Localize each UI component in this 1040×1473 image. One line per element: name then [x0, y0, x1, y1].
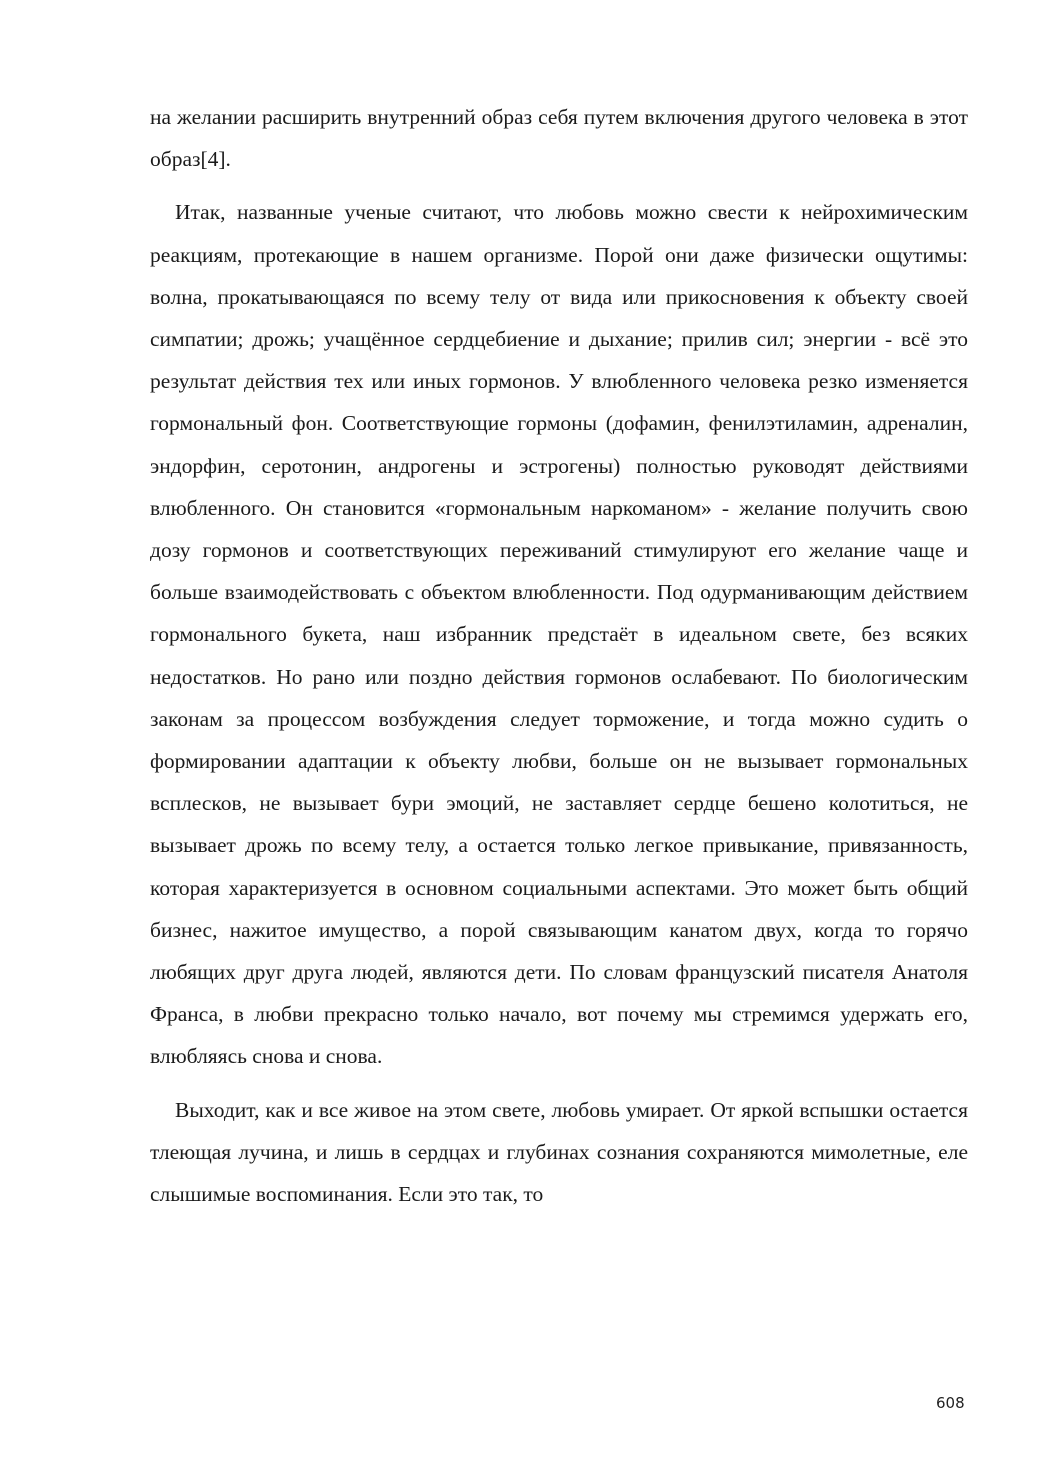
paragraph-1: на желании расширить внутренний образ себя путем включения другого человека в этот образ[4].	[150, 105, 968, 172]
document-page	[150, 96, 968, 1215]
page-number: 608	[936, 1394, 965, 1412]
paragraph-2: Итак, названные ученые считают, что любовь можно свести к нейрохимическим реакциям, протекающие в нашем организме. Порой они даже физически ощутимы: волна, прокатывающаяся по всему телу от вида или прикосновения к объекту своей симпатии; дрожь; учащённое сердцебиение и дыхание; прилив сил; энергии - всё это результат действия тех или иных гормонов. У влюбленного человека резко изменяется гормональный фон. Соответствующие гормоны (дофамин, фенилэтиламин, адреналин, эндорфин, серотонин, андрогены и эстрогены) полностью руководят действиями влюбленного. Он становится «гормональным наркоманом» - желание получить свою дозу гормонов и соответствующих переживаний стимулируют его желание чаще и больше взаимодействовать с объектом влюбленности. Под одурманивающим действием гормонального букета, наш избранник предстаёт в идеальном свете, без всяких недостатков. Но рано или поздно действия гормонов ослабевают. По биологическим законам за процессом возбуждения следует торможение, и тогда можно судить о формировании адаптации к объекту любви, больше он не вызывает гормональных всплесков, не вызывает бури эмоций, не заставляет сердце бешено колотиться, не вызывает дрожь по всему телу, а остается только легкое привыкание, привязанность, которая характеризуется в основном социальными аспектами. Это может быть общий бизнес, нажитое имущество, а порой связывающим канатом двух, когда то горячо любящих друг друга людей, являются дети. По словам французский писателя Анатоля Франса, в любви прекрасно только начало, вот почему мы стремимся удержать его, влюбляясь снова и снова.	[150, 200, 968, 1069]
paragraph-3: Выходит, как и все живое на этом свете, любовь умирает. От яркой вспышки остается тлеющая лучина, и лишь в сердцах и глубинах сознания сохраняются мимолетные, еле слышимые воспоминания. Если это так, то	[150, 1097, 968, 1207]
